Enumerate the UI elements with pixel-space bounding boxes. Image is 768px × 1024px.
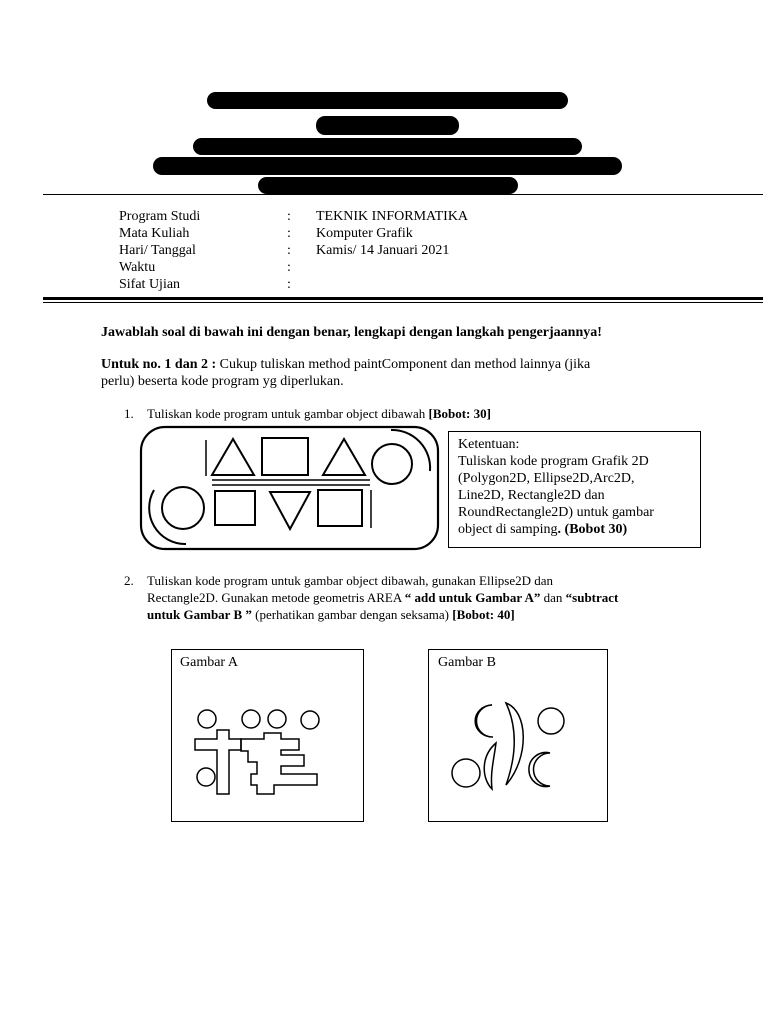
q2-line-2-plain: Rectangle2D. Gunakan metode geometris AREA: [147, 590, 405, 605]
crescent-b-2: [506, 703, 523, 785]
header-top-rule: [43, 194, 763, 195]
q2-add-label: “ add untuk Gambar A”: [404, 590, 541, 605]
q2-text: [147, 572, 618, 623]
ketentuan-line-plain: object di samping: [458, 522, 558, 537]
q2-number: 2.: [124, 573, 134, 588]
redacted-header-line-5: [258, 177, 518, 194]
info-label: Program Studi: [119, 209, 201, 224]
redacted-header-line-1: [207, 92, 568, 109]
header-double-rule-thick: [43, 297, 763, 300]
square-bottom-1: [215, 491, 255, 525]
q2-subtract-label: “subtract: [565, 590, 619, 605]
circle-a-3: [268, 710, 286, 728]
header-double-rule-thin: [43, 302, 763, 303]
info-label: Sifat Ujian: [119, 277, 181, 292]
gambar-b-figure: [428, 649, 608, 822]
q1-number: 1.: [124, 406, 134, 421]
triangle-up: [323, 439, 365, 475]
redacted-header-line-3: [193, 138, 582, 155]
q1-weight: [Bobot: 30]: [428, 406, 491, 421]
q2-line-2: [147, 589, 618, 606]
circle-a-1: [198, 710, 216, 728]
ketentuan-line: Line2D, Rectangle2D dan: [458, 488, 605, 503]
square-bottom-2: [318, 490, 362, 526]
q2-line-2-mid: dan: [540, 590, 566, 605]
info-colon: :: [287, 277, 291, 292]
q1-figure: [138, 424, 443, 552]
gambar-a-label: Gambar A: [180, 655, 238, 670]
ketentuan-title: Ketentuan:: [458, 437, 520, 452]
note-line-1: [101, 356, 590, 373]
info-value: Kamis/ 14 Januari 2021: [316, 243, 450, 258]
arc-top-right: [391, 430, 430, 471]
info-colon: :: [287, 243, 291, 258]
info-colon: :: [287, 260, 291, 275]
crescent-b-1: [475, 705, 493, 737]
q2-line-3: [147, 606, 618, 623]
circle-a-4: [301, 711, 319, 729]
note-line-2: perlu) beserta kode program yg diperlukan.: [101, 374, 344, 389]
ketentuan-line-last: [458, 521, 654, 538]
circle-top-right: [372, 444, 412, 484]
exam-info: [119, 208, 619, 293]
q2-weight: [Bobot: 40]: [452, 607, 515, 622]
redacted-header-line-4: [153, 157, 622, 175]
info-colon: :: [287, 226, 291, 241]
info-value: TEKNIK INFORMATIKA: [316, 209, 469, 224]
ketentuan-line: (Polygon2D, Ellipse2D,Arc2D,: [458, 471, 635, 486]
ketentuan-weight: . (Bobot 30): [557, 522, 628, 537]
note-bold: Untuk no. 1 dan 2 :: [101, 357, 217, 372]
gambar-b-label: Gambar B: [438, 655, 496, 670]
q2-line-3-plain: (perhatikan gambar dengan seksama): [251, 607, 453, 622]
circle-b-1: [538, 708, 564, 734]
circle-bottom-left: [162, 487, 204, 529]
circle-a-5: [197, 768, 215, 786]
q1-text: [147, 405, 491, 422]
circle-a-2: [242, 710, 260, 728]
redacted-header-line-2: [316, 116, 459, 135]
crescent-b-4: [529, 753, 550, 787]
crescent-b-3: [484, 743, 496, 789]
main-instruction: Jawablah soal di bawah ini dengan benar, lengkapi dengan langkah pengerjaannya!: [101, 325, 602, 340]
circle-b-2: [452, 759, 480, 787]
ketentuan-text: [458, 436, 654, 538]
q2-gambar-b-ref: untuk Gambar B ”: [147, 607, 252, 622]
info-label: Hari/ Tanggal: [119, 243, 196, 258]
triangle-down: [270, 492, 310, 529]
triangle-up: [212, 439, 254, 475]
note-text: Cukup tuliskan method paintComponent dan method lainnya (jika: [216, 357, 591, 372]
arc-bottom-left: [149, 490, 186, 544]
info-label: Waktu: [119, 260, 156, 275]
info-value: Komputer Grafik: [316, 226, 413, 241]
q1-text-body: Tuliskan kode program untuk gambar object dibawah: [147, 406, 429, 421]
ketentuan-line: RoundRectangle2D) untuk gambar: [458, 505, 654, 520]
ketentuan-line: Tuliskan kode program Grafik 2D: [458, 454, 649, 469]
square-top-1: [262, 438, 308, 475]
q2-line-1: Tuliskan kode program untuk gambar object dibawah, gunakan Ellipse2D dan: [147, 573, 554, 588]
union-shape-right: [241, 733, 317, 794]
info-colon: :: [287, 209, 291, 224]
gambar-a-figure: [171, 649, 364, 822]
info-label: Mata Kuliah: [119, 226, 190, 241]
